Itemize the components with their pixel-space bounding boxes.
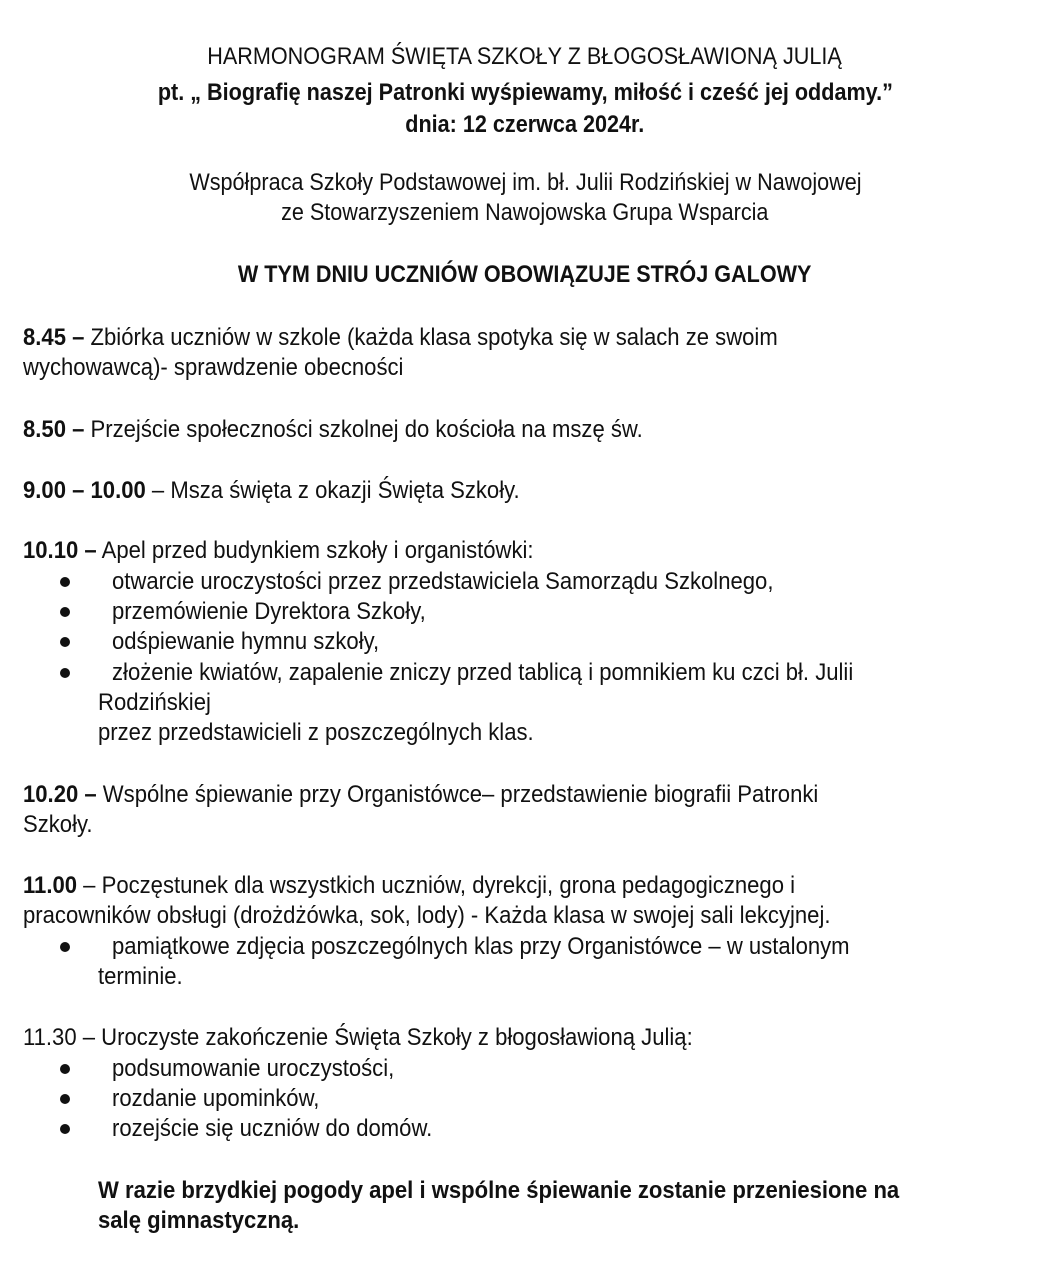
dress-code-notice: W TYM DNIU UCZNIÓW OBOWIĄZUJE STRÓJ GALOWY (238, 261, 812, 288)
list-item-continuation: Rodzińskiej (98, 689, 211, 716)
list-item: rozdanie upominków, (112, 1085, 320, 1112)
list-item-continuation: przez przedstawicieli z poszczególnych klas. (98, 719, 534, 746)
schedule-time: 11.30 (23, 1024, 77, 1051)
schedule-item-1020: 10.20 – Wspólne śpiewanie przy Organistówce– przedstawienie biografii Patronki (23, 781, 819, 808)
cooperation-line-2: ze Stowarzyszeniem Nawojowska Grupa Wsparcia (281, 199, 769, 226)
weather-note: W razie brzydkiej pogody apel i wspólne śpiewanie zostanie przeniesione na (98, 1177, 900, 1204)
schedule-item-1020-cont: Szkoły. (23, 811, 93, 838)
document-subtitle: pt. „ Biografię naszej Patronki wyśpiewamy, miłość i cześć jej oddamy.” (157, 79, 893, 106)
list-item: złożenie kwiatów, zapalenie zniczy przed tablicą i pomnikiem ku czci bł. Julii (112, 659, 854, 686)
list-item: odśpiewanie hymnu szkoły, (112, 628, 380, 655)
bullet-icon (60, 1094, 70, 1104)
document-date: dnia: 12 czerwca 2024r. (405, 111, 645, 138)
schedule-item-0900: 9.00 – 10.00 – Msza święta z okazji Święta Szkoły. (23, 477, 520, 504)
schedule-item-1100: 11.00 – Poczęstunek dla wszystkich uczniów, dyrekcji, grona pedagogicznego i (23, 872, 796, 899)
list-item-continuation: terminie. (98, 963, 183, 990)
document-title: HARMONOGRAM ŚWIĘTA SZKOŁY Z BŁOGOSŁAWIONĄ JULIĄ (207, 43, 843, 70)
list-item: pamiątkowe zdjęcia poszczególnych klas przy Organistówce – w ustalonym (112, 933, 850, 960)
schedule-item-0845: 8.45 – Zbiórka uczniów w szkole (każda klasa spotyka się w salach ze swoim (23, 324, 778, 351)
list-item: otwarcie uroczystości przez przedstawiciela Samorządu Szkolnego, (112, 568, 774, 595)
schedule-item-0845-cont: wychowawcą)- sprawdzenie obecności (23, 354, 404, 381)
schedule-time: 8.45 – (23, 324, 85, 351)
schedule-time: 9.00 – 10.00 (23, 477, 146, 504)
bullet-icon (60, 607, 70, 617)
bullet-icon (60, 1124, 70, 1134)
bullet-icon (60, 1064, 70, 1074)
list-item: podsumowanie uroczystości, (112, 1055, 395, 1082)
bullet-icon (60, 668, 70, 678)
bullet-icon (60, 637, 70, 647)
list-item: przemówienie Dyrektora Szkoły, (112, 598, 426, 625)
schedule-item-0850: 8.50 – Przejście społeczności szkolnej do kościoła na mszę św. (23, 416, 643, 443)
schedule-time: 10.10 – (23, 537, 97, 564)
schedule-time: 10.20 – (23, 781, 97, 808)
schedule-time: 11.00 (23, 872, 78, 899)
bullet-icon (60, 942, 70, 952)
cooperation-line-1: Współpraca Szkoły Podstawowej im. bł. Julii Rodzińskiej w Nawojowej (188, 169, 862, 196)
schedule-item-1010: 10.10 – Apel przed budynkiem szkoły i organistówki: (23, 537, 534, 564)
schedule-time: 8.50 – (23, 416, 85, 443)
schedule-item-1100-cont: pracowników obsługi (drożdżówka, sok, lody) - Każda klasa w swojej sali lekcyjnej. (23, 902, 831, 929)
list-item: rozejście się uczniów do domów. (112, 1115, 433, 1142)
schedule-item-1130: 11.30 – Uroczyste zakończenie Święta Szkoły z błogosławioną Julią: (23, 1024, 693, 1051)
bullet-icon (60, 577, 70, 587)
weather-note-cont: salę gimnastyczną. (98, 1207, 300, 1234)
